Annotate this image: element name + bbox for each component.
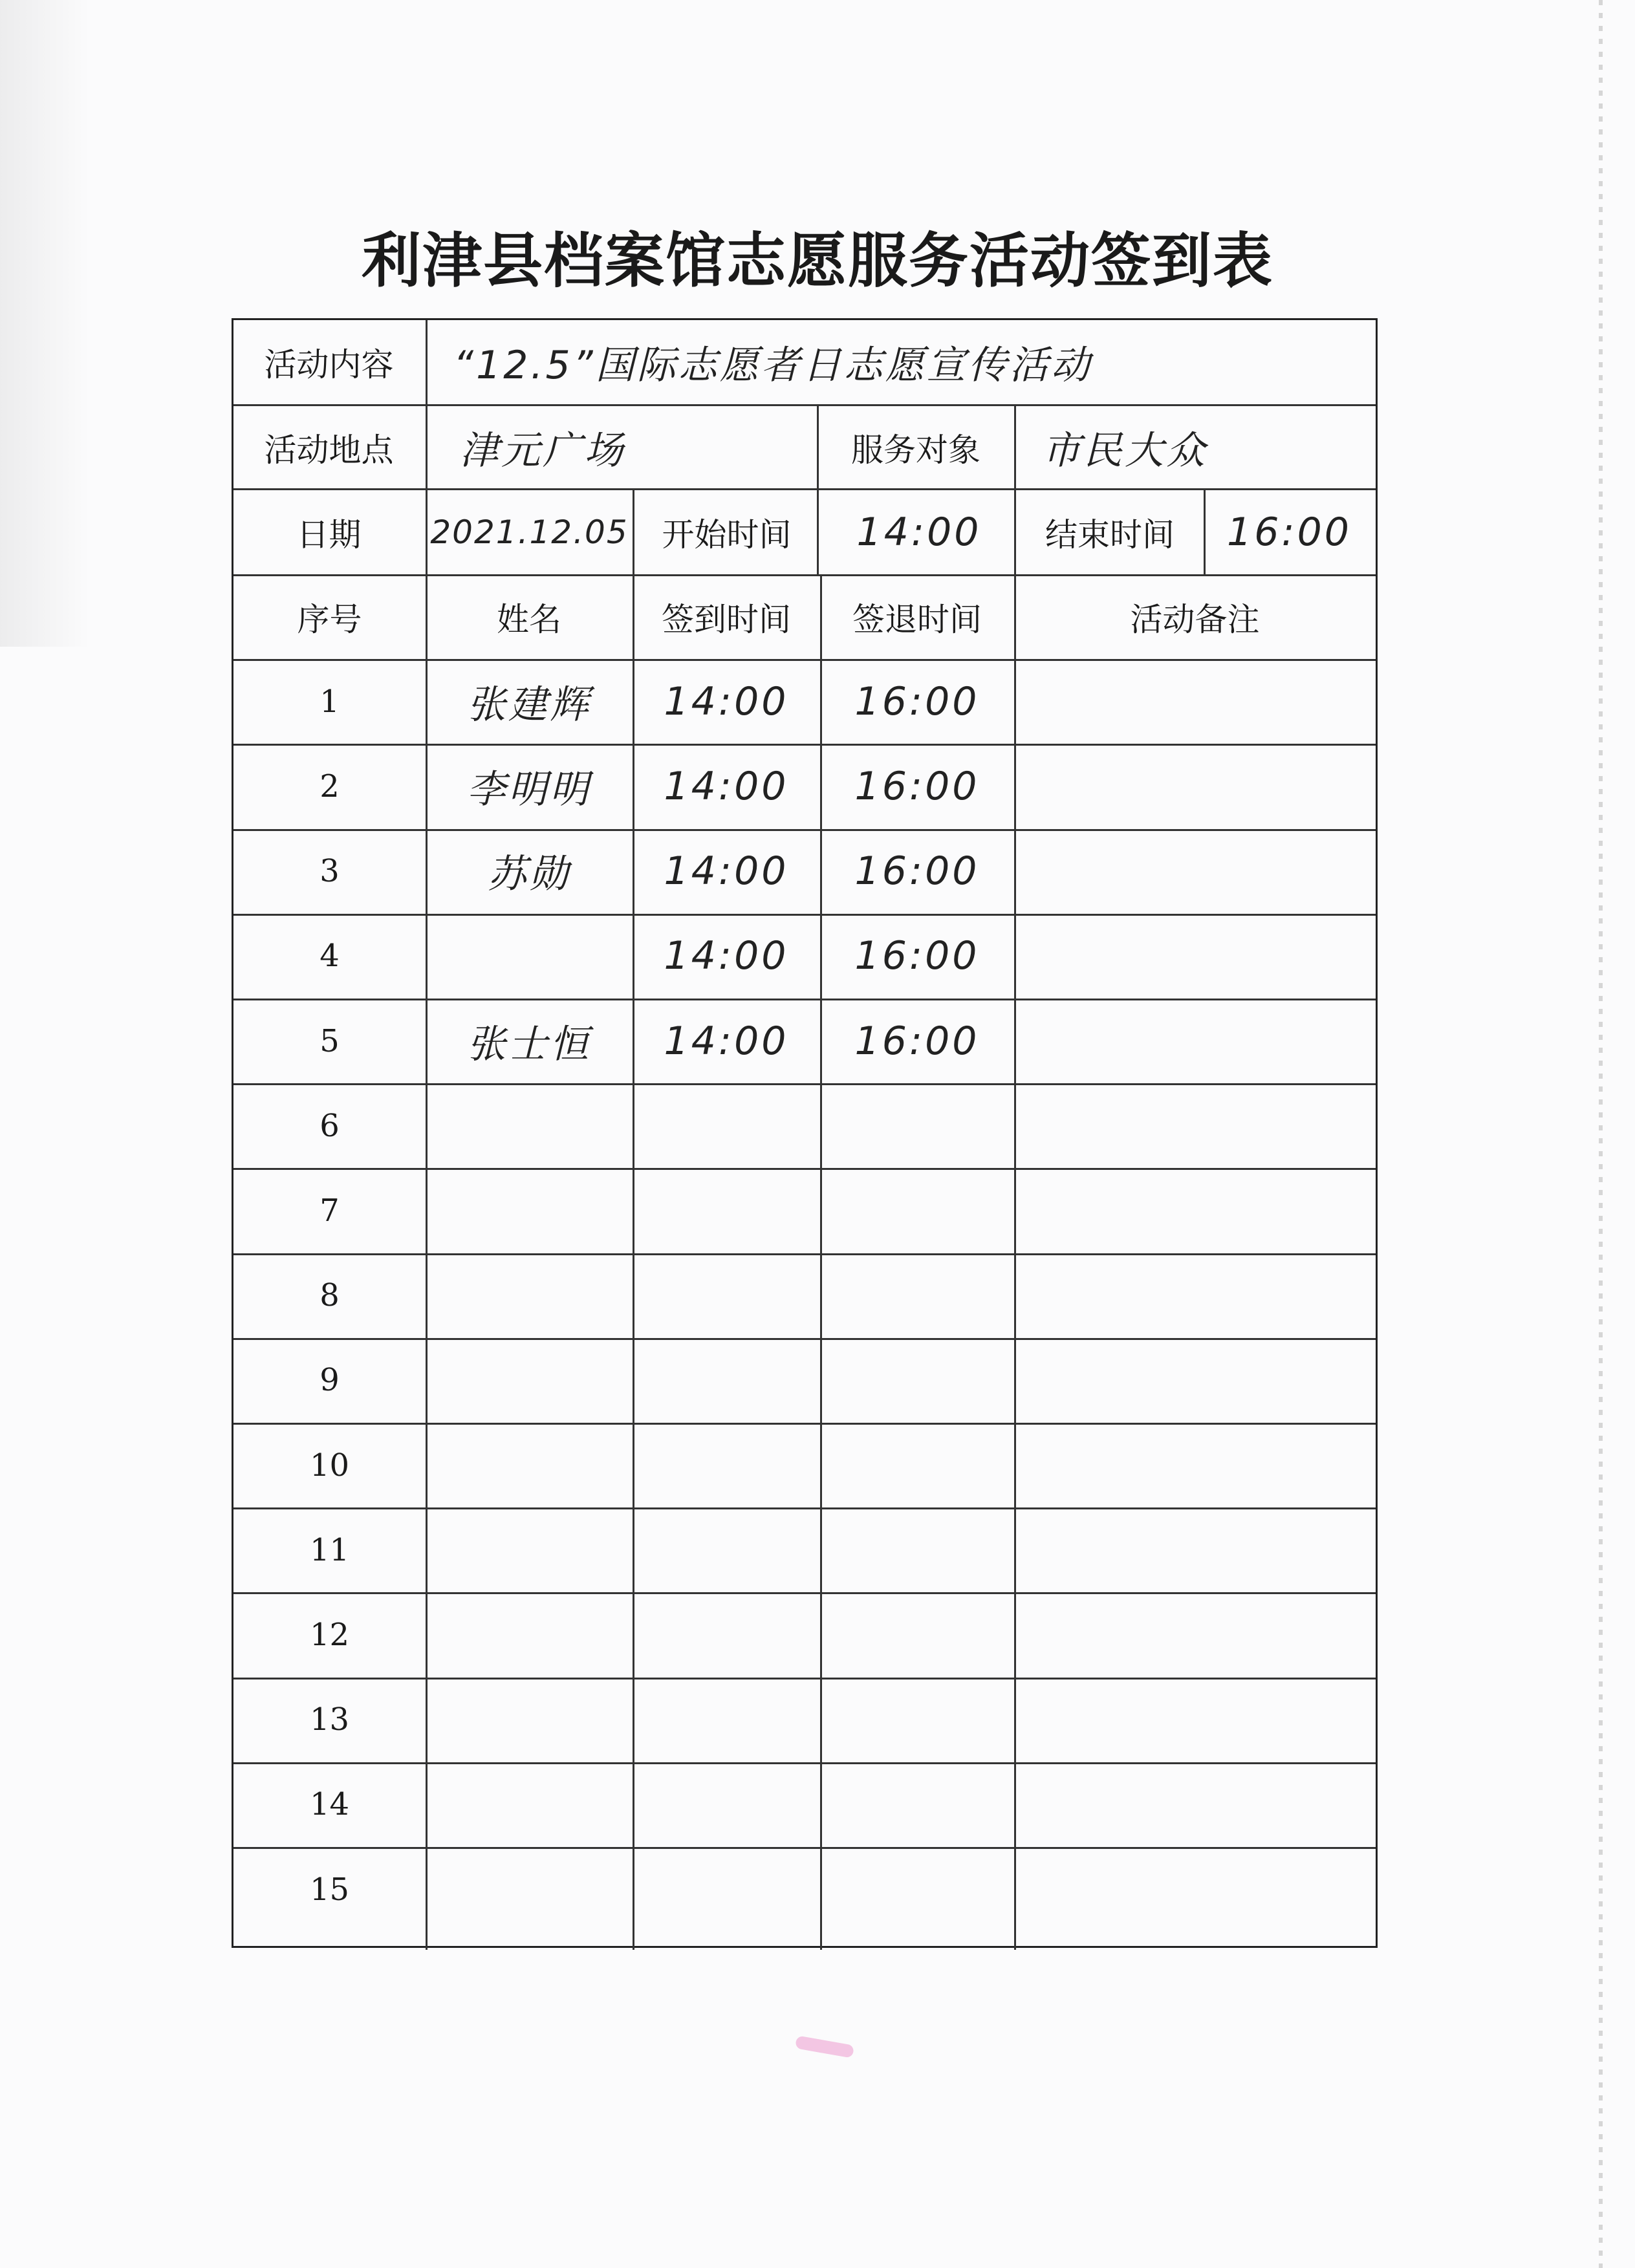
sign-out-time: 16:00 xyxy=(854,848,980,894)
sign-out-time: 16:00 xyxy=(854,678,980,724)
scan-shadow-right xyxy=(1599,0,1603,2268)
row-number: 15 xyxy=(309,1871,350,1908)
document-title: 利津县档案馆志愿服务活动签到表 xyxy=(361,226,1273,296)
sign-in-time xyxy=(633,1083,820,1168)
sign-out-time xyxy=(820,1592,1014,1677)
activity-note xyxy=(1014,1423,1376,1507)
sign-in-time: 14:00 xyxy=(664,933,789,979)
sign-in-time: 14:00 xyxy=(664,1018,789,1064)
row-number: 7 xyxy=(319,1192,340,1229)
activity-note xyxy=(1014,999,1376,1083)
sign-out-time: 16:00 xyxy=(854,763,980,809)
volunteer-name xyxy=(426,1083,633,1168)
row-number: 5 xyxy=(319,1022,340,1059)
sign-in-time xyxy=(633,1762,820,1847)
date-value: 2021.12.05 xyxy=(430,513,629,551)
volunteer-name xyxy=(426,1762,633,1847)
volunteer-name xyxy=(426,1507,633,1592)
row-number: 8 xyxy=(319,1277,340,1314)
activity-note xyxy=(1014,1168,1376,1253)
sign-out-time xyxy=(820,1253,1014,1338)
volunteer-name xyxy=(426,1678,633,1762)
row-number: 6 xyxy=(319,1107,340,1144)
activity-location-label: 活动地点 xyxy=(264,431,394,469)
sign-in-time xyxy=(633,1253,820,1338)
row-number: 14 xyxy=(309,1786,350,1823)
sign-in-time: 14:00 xyxy=(664,678,789,724)
ink-mark xyxy=(795,2035,854,2058)
date-label: 日期 xyxy=(296,516,362,554)
volunteer-name: 李明明 xyxy=(467,766,591,812)
start-time-value: 14:00 xyxy=(856,510,982,555)
sign-out-time xyxy=(820,1423,1014,1507)
col-header-note: 活动备注 xyxy=(1130,600,1260,638)
activity-note xyxy=(1014,744,1376,828)
sign-out-time xyxy=(820,1083,1014,1168)
sign-out-time xyxy=(820,1762,1014,1847)
end-time-value: 16:00 xyxy=(1227,510,1352,555)
service-target-value: 市民大众 xyxy=(1042,427,1207,473)
activity-note xyxy=(1014,914,1376,999)
volunteer-name xyxy=(426,1423,633,1507)
activity-note xyxy=(1014,829,1376,914)
volunteer-name: 苏勋 xyxy=(488,852,570,898)
sign-in-time xyxy=(633,1847,820,1932)
sign-out-time: 16:00 xyxy=(854,1018,980,1064)
row-number: 9 xyxy=(319,1362,340,1399)
col-header-sign-in: 签到时间 xyxy=(662,600,791,638)
sign-out-time xyxy=(820,1338,1014,1423)
sign-in-time xyxy=(633,1338,820,1423)
activity-note xyxy=(1014,659,1376,744)
grid-line xyxy=(426,320,428,574)
sign-out-time xyxy=(820,1507,1014,1592)
sign-out-time xyxy=(820,1847,1014,1932)
row-number: 3 xyxy=(319,853,340,890)
grid-line xyxy=(817,404,819,574)
sign-out-time xyxy=(820,1678,1014,1762)
grid-line xyxy=(633,488,634,574)
sign-in-time: 14:00 xyxy=(664,848,789,894)
volunteer-name: 张士恒 xyxy=(467,1021,591,1067)
sign-out-time: 16:00 xyxy=(854,933,980,979)
col-header-sign-out: 签退时间 xyxy=(852,600,982,638)
volunteer-name xyxy=(426,1253,633,1338)
grid-line xyxy=(1204,488,1206,574)
row-number: 12 xyxy=(309,1616,350,1653)
volunteer-name xyxy=(426,1338,633,1423)
sign-in-form-table xyxy=(232,318,1378,1948)
volunteer-name xyxy=(426,1592,633,1677)
row-number: 4 xyxy=(319,938,340,975)
activity-note xyxy=(1014,1592,1376,1677)
col-header-name: 姓名 xyxy=(497,600,561,638)
sign-in-time xyxy=(633,1507,820,1592)
volunteer-name xyxy=(426,914,633,999)
volunteer-name xyxy=(426,1168,633,1253)
activity-note xyxy=(1014,1338,1376,1423)
row-number: 11 xyxy=(309,1531,350,1568)
scan-shadow-left xyxy=(0,0,91,647)
sign-in-time xyxy=(633,1423,820,1507)
sign-out-time xyxy=(820,1168,1014,1253)
activity-note xyxy=(1014,1507,1376,1592)
sign-in-time: 14:00 xyxy=(664,763,789,809)
volunteer-name: 张建辉 xyxy=(467,682,591,728)
activity-note xyxy=(1014,1083,1376,1168)
end-time-label: 结束时间 xyxy=(1045,516,1175,554)
activity-note xyxy=(1014,1678,1376,1762)
row-number: 2 xyxy=(319,768,340,805)
row-number: 10 xyxy=(309,1447,350,1484)
activity-note xyxy=(1014,1847,1376,1932)
grid-line xyxy=(233,404,1376,406)
sign-in-time xyxy=(633,1678,820,1762)
activity-content-value: “12.5”国际志愿者日志愿宣传活动 xyxy=(453,343,1092,388)
volunteer-name xyxy=(426,1847,633,1932)
activity-content-label: 活动内容 xyxy=(264,346,394,383)
row-number: 1 xyxy=(319,683,340,720)
sign-in-time xyxy=(633,1168,820,1253)
activity-note xyxy=(1014,1762,1376,1847)
sign-in-time xyxy=(633,1592,820,1677)
start-time-label: 开始时间 xyxy=(662,516,792,554)
row-number: 13 xyxy=(309,1701,350,1738)
activity-note xyxy=(1014,1253,1376,1338)
service-target-label: 服务对象 xyxy=(851,431,980,469)
activity-location-value: 津元广场 xyxy=(460,427,625,473)
col-header-number: 序号 xyxy=(297,600,362,638)
grid-line xyxy=(1014,404,1016,574)
